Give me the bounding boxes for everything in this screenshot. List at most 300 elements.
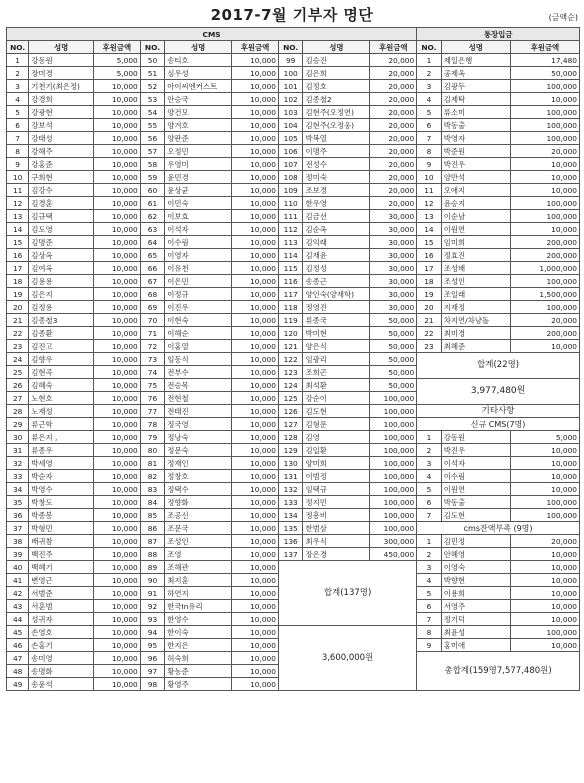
cms-col2-no: 80 <box>140 444 165 457</box>
shortage-amount: 10,000 <box>510 587 579 600</box>
cms-col2-amount: 10,000 <box>232 197 279 210</box>
bank-amount: 100,000 <box>510 80 579 93</box>
bank-amount: 50,000 <box>510 67 579 80</box>
cms-col1-amount: 10,000 <box>93 470 140 483</box>
cms-col2-no: 96 <box>140 652 165 665</box>
cms-col2-name: 양판준 <box>165 132 232 145</box>
cms-col2-amount: 10,000 <box>232 379 279 392</box>
bank-no: 18 <box>417 275 442 288</box>
cms-col1-no: 47 <box>7 652 29 665</box>
cms-col1-amount: 10,000 <box>93 262 140 275</box>
cms-col3-no: 114 <box>278 249 303 262</box>
col-no: NO. <box>140 41 165 54</box>
new-cms-name: 이석자 <box>441 457 510 470</box>
col-name: 성명 <box>441 41 510 54</box>
table-row <box>7 548 580 561</box>
bank-amount: 10,000 <box>510 171 579 184</box>
shortage-amount: 10,000 <box>510 574 579 587</box>
new-cms-no: 1 <box>417 431 442 444</box>
cms-col1-amount: 10,000 <box>93 587 140 600</box>
cms-col1-amount: 10,000 <box>93 288 140 301</box>
cms-col3-name: 김재윤 <box>303 249 370 262</box>
cms-col1-name: 김종환 <box>29 327 94 340</box>
cms-col2-name: 임동식 <box>165 353 232 366</box>
bank-no: 21 <box>417 314 442 327</box>
cms-col1-no: 2 <box>7 67 29 80</box>
bank-amount: 10,000 <box>510 93 579 106</box>
table-row <box>7 340 580 353</box>
cms-col1-amount: 10,000 <box>93 678 140 691</box>
cms-col2-no: 55 <box>140 119 165 132</box>
cms-col1-no: 32 <box>7 457 29 470</box>
new-cms-no: 4 <box>417 470 442 483</box>
cms-col3-amount: 50,000 <box>370 366 417 379</box>
cms-col2-no: 84 <box>140 496 165 509</box>
cms-col3-amount: 100,000 <box>370 496 417 509</box>
cms-col2-amount: 10,000 <box>232 119 279 132</box>
cms-col1-no: 40 <box>7 561 29 574</box>
table-row <box>7 470 580 483</box>
cms-col1-amount: 10,000 <box>93 314 140 327</box>
cms-col1-amount: 10,000 <box>93 145 140 158</box>
cms-col1-name: 배귀참 <box>29 535 94 548</box>
cms-col1-amount: 10,000 <box>93 353 140 366</box>
cms-col1-no: 12 <box>7 197 29 210</box>
cms-col1-no: 28 <box>7 405 29 418</box>
table-row <box>7 288 580 301</box>
cms-col3-amount: 20,000 <box>370 119 417 132</box>
shortage-name: 서영주 <box>441 600 510 613</box>
cms-col1-name: 강광현 <box>29 106 94 119</box>
cms-col2-name: 이석자 <box>165 223 232 236</box>
cms-col3-no: 125 <box>278 392 303 405</box>
cms-col1-no: 21 <box>7 314 29 327</box>
cms-col2-name: 최지훈 <box>165 574 232 587</box>
cms-col2-name: 심우성 <box>165 67 232 80</box>
cms-col3-name: 김영 <box>303 431 370 444</box>
cms-col2-name: 조성인 <box>165 535 232 548</box>
cms-col1-no: 24 <box>7 353 29 366</box>
new-cms-name: 김도현 <box>441 509 510 522</box>
cms-col2-name: 윤상균 <box>165 184 232 197</box>
cms-col2-name: 정국영 <box>165 418 232 431</box>
table-row <box>7 93 580 106</box>
bank-amount: 100,000 <box>510 132 579 145</box>
cms-col2-no: 59 <box>140 171 165 184</box>
new-cms-amount: 5,000 <box>510 431 579 444</box>
new-cms-no: 7 <box>417 509 442 522</box>
cms-col2-name: 이은민 <box>165 275 232 288</box>
misc-label: 기타사항 <box>417 405 580 418</box>
cms-col2-name: 정문숙 <box>165 444 232 457</box>
cms-col2-no: 90 <box>140 574 165 587</box>
cms-col2-name: 오정민 <box>165 145 232 158</box>
new-cms-amount: 10,000 <box>510 444 579 457</box>
cms-col1-name: 강해주 <box>29 145 94 158</box>
cms-col1-name: 송미영 <box>29 652 94 665</box>
cms-col2-no: 91 <box>140 587 165 600</box>
bank-amount: 100,000 <box>510 197 579 210</box>
cms-col1-no: 16 <box>7 249 29 262</box>
cms-col2-name: 이홍열 <box>165 340 232 353</box>
cms-col2-name: 조영 <box>165 548 232 561</box>
table-row <box>7 67 580 80</box>
bank-no: 22 <box>417 327 442 340</box>
cms-col2-no: 58 <box>140 158 165 171</box>
cms-col1-name: 김경훈 <box>29 197 94 210</box>
cms-col1-name: 서훈범 <box>29 600 94 613</box>
new-cms-amount: 100,000 <box>510 509 579 522</box>
bank-name: 지재정 <box>441 301 510 314</box>
new-cms-amount: 10,000 <box>510 470 579 483</box>
cms-col3-no: 133 <box>278 496 303 509</box>
cms-col3-amount: 100,000 <box>370 509 417 522</box>
table-row <box>7 353 580 366</box>
shortage-no: 4 <box>417 574 442 587</box>
cms-col2-no: 65 <box>140 249 165 262</box>
cms-col3-name: 김정성 <box>303 262 370 275</box>
table-row <box>7 457 580 470</box>
cms-col3-amount: 100,000 <box>370 405 417 418</box>
cms-col2-name: 이영자 <box>165 249 232 262</box>
bank-no: 12 <box>417 197 442 210</box>
cms-col2-name: 조공신 <box>165 509 232 522</box>
cms-col2-no: 66 <box>140 262 165 275</box>
cms-col2-name: 조해관 <box>165 561 232 574</box>
cms-col1-no: 15 <box>7 236 29 249</box>
cms-col2-name: 전승목 <box>165 379 232 392</box>
shortage-amount: 10,000 <box>510 600 579 613</box>
cms-col1-amount: 10,000 <box>93 444 140 457</box>
cms-col1-name: 박순자 <box>29 470 94 483</box>
cms-col2-no: 56 <box>140 132 165 145</box>
cms-col2-amount: 10,000 <box>232 340 279 353</box>
cms-col2-amount: 10,000 <box>232 626 279 639</box>
cms-col3-amount: 100,000 <box>370 444 417 457</box>
cms-col2-amount: 10,000 <box>232 418 279 431</box>
cms-col3-no: 112 <box>278 223 303 236</box>
bank-no: 11 <box>417 184 442 197</box>
new-cms-no: 6 <box>417 496 442 509</box>
cms-col1-name: 김용용 <box>29 275 94 288</box>
cms-col2-no: 87 <box>140 535 165 548</box>
shortage-no: 8 <box>417 626 442 639</box>
cms-col3-no: 113 <box>278 236 303 249</box>
cms-col2-no: 51 <box>140 67 165 80</box>
bank-no: 19 <box>417 288 442 301</box>
cms-col1-amount: 10,000 <box>93 275 140 288</box>
cms-col3-no: 102 <box>278 93 303 106</box>
bank-name: 박영자 <box>441 132 510 145</box>
bank-amount: 100,000 <box>510 275 579 288</box>
cms-col2-name: 정낭숙 <box>165 431 232 444</box>
table-row <box>7 626 580 639</box>
cms-col2-no: 78 <box>140 418 165 431</box>
cms-col1-no: 43 <box>7 600 29 613</box>
cms-col1-name: 백진주 <box>29 548 94 561</box>
cms-col3-amount: 20,000 <box>370 67 417 80</box>
cms-col2-amount: 10,000 <box>232 327 279 340</box>
cms-col1-name: 장미경 <box>29 67 94 80</box>
bank-name: 차지연/차냥돌 <box>441 314 510 327</box>
cms-col2-name: 하연지 <box>165 587 232 600</box>
cms-col3-amount: 30,000 <box>370 249 417 262</box>
bank-name: 김광두 <box>441 80 510 93</box>
cms-col2-name: 이유천 <box>165 262 232 275</box>
bank-name: 박동출 <box>441 119 510 132</box>
cms-col1-amount: 5,000 <box>93 67 140 80</box>
table-row <box>7 405 580 418</box>
cms-col3-name: 송종근 <box>303 275 370 288</box>
cms-col3-no: 130 <box>278 457 303 470</box>
cms-col2-no: 88 <box>140 548 165 561</box>
cms-col1-amount: 10,000 <box>93 548 140 561</box>
shortage-name: 정기덕 <box>441 613 510 626</box>
cms-col1-amount: 10,000 <box>93 171 140 184</box>
cms-col1-no: 27 <box>7 392 29 405</box>
table-row <box>7 171 580 184</box>
cms-col2-amount: 10,000 <box>232 483 279 496</box>
cms-col1-amount: 10,000 <box>93 340 140 353</box>
cms-col1-amount: 10,000 <box>93 210 140 223</box>
cms-col1-no: 38 <box>7 535 29 548</box>
cms-col2-no: 92 <box>140 600 165 613</box>
cms-col1-name: 백혜기 <box>29 561 94 574</box>
bank-no: 6 <box>417 119 442 132</box>
new-cms-no: 3 <box>417 457 442 470</box>
cms-col1-no: 3 <box>7 80 29 93</box>
cms-col2-no: 75 <box>140 379 165 392</box>
bank-amount: 200,000 <box>510 236 579 249</box>
col-no: NO. <box>417 41 442 54</box>
sort-note: (금액순) <box>548 13 578 22</box>
cms-col1-name: 박영수 <box>29 483 94 496</box>
table-row <box>7 509 580 522</box>
cms-col2-name: 정재인 <box>165 457 232 470</box>
cms-col2-name: 조문국 <box>165 522 232 535</box>
cms-col2-amount: 10,000 <box>232 184 279 197</box>
table-row <box>7 444 580 457</box>
cms-col2-no: 64 <box>140 236 165 249</box>
bank-name: 최혜준 <box>441 340 510 353</box>
cms-col1-no: 39 <box>7 548 29 561</box>
cms-col2-no: 63 <box>140 223 165 236</box>
table-row <box>7 379 580 392</box>
new-cms-name: 강동원 <box>441 431 510 444</box>
cms-col2-amount: 10,000 <box>232 600 279 613</box>
cms-col1-name: 박세영 <box>29 457 94 470</box>
table-row <box>7 483 580 496</box>
cms-col1-no: 11 <box>7 184 29 197</box>
bank-no: 8 <box>417 145 442 158</box>
bank-amount: 200,000 <box>510 327 579 340</box>
cms-col3-name: 김금선 <box>303 210 370 223</box>
bank-no: 5 <box>417 106 442 119</box>
cms-col2-amount: 10,000 <box>232 158 279 171</box>
cms-col3-name: 조희곤 <box>303 366 370 379</box>
cms-col3-name: 장은경 <box>303 548 370 561</box>
table-row <box>7 184 580 197</box>
cms-col2-amount: 10,000 <box>232 444 279 457</box>
cms-col3-name: 김현주(오정연) <box>303 106 370 119</box>
cms-col1-name: 박형민 <box>29 522 94 535</box>
cms-col3-amount: 20,000 <box>370 132 417 145</box>
new-cms-name: 이수림 <box>441 470 510 483</box>
table-row <box>7 418 580 431</box>
table-row <box>7 210 580 223</box>
cms-col2-no: 61 <box>140 197 165 210</box>
cms-col1-name: 서범준 <box>29 587 94 600</box>
cms-col2-name: 윤민경 <box>165 171 232 184</box>
cms-col2-amount: 10,000 <box>232 509 279 522</box>
cms-col1-name: 강경희 <box>29 93 94 106</box>
cms-col1-name: 김도영 <box>29 223 94 236</box>
cms-col3-amount: 100,000 <box>370 522 417 535</box>
cms-col1-no: 35 <box>7 496 29 509</box>
cms-col1-name: 강동원 <box>29 54 94 67</box>
bank-name: 박준원 <box>441 145 510 158</box>
bank-no: 2 <box>417 67 442 80</box>
cms-col2-amount: 10,000 <box>232 223 279 236</box>
cms-col2-amount: 10,000 <box>232 587 279 600</box>
cms-col2-name: 한이숙 <box>165 626 232 639</box>
bank-amount: 100,000 <box>510 106 579 119</box>
cms-col2-name: 한지은 <box>165 639 232 652</box>
bank-no: 1 <box>417 54 442 67</box>
shortage-name: 최윤성 <box>441 626 510 639</box>
table-row <box>7 132 580 145</box>
cms-col1-name: 김향우 <box>29 353 94 366</box>
cms-col3-name: 류종국 <box>303 314 370 327</box>
table-row <box>7 522 580 535</box>
cms-col2-no: 72 <box>140 340 165 353</box>
cms-col1-no: 41 <box>7 574 29 587</box>
new-cms-name: 박진우 <box>441 444 510 457</box>
cms-col1-amount: 10,000 <box>93 496 140 509</box>
shortage-no: 5 <box>417 587 442 600</box>
cms-col3-amount: 100,000 <box>370 431 417 444</box>
cms-col2-name: 전부수 <box>165 366 232 379</box>
cms-col2-no: 97 <box>140 665 165 678</box>
cms-col1-no: 46 <box>7 639 29 652</box>
cms-col2-name: 아이씨엔커스트 <box>165 80 232 93</box>
cms-col1-amount: 10,000 <box>93 379 140 392</box>
cms-col3-name: 한우영 <box>303 197 370 210</box>
cms-col1-name: 송윤석 <box>29 678 94 691</box>
cms-col3-no: 131 <box>278 470 303 483</box>
shortage-name: 이영숙 <box>441 561 510 574</box>
cms-col3-no: 123 <box>278 366 303 379</box>
bank-name: 조성인 <box>441 275 510 288</box>
cms-col1-no: 30 <box>7 431 29 444</box>
cms-col1-amount: 10,000 <box>93 223 140 236</box>
cms-col2-no: 98 <box>140 678 165 691</box>
cms-col3-name: 양미희 <box>303 457 370 470</box>
cms-col2-no: 74 <box>140 366 165 379</box>
cms-col2-no: 71 <box>140 327 165 340</box>
cms-col1-name: 김여옥 <box>29 262 94 275</box>
cms-col2-no: 53 <box>140 93 165 106</box>
shortage-label: cms잔액부족 (9명) <box>417 522 580 535</box>
cms-col2-no: 83 <box>140 483 165 496</box>
new-cms-amount: 100,000 <box>510 496 579 509</box>
cms-total-label: 합계(137명) <box>278 561 416 626</box>
cms-col2-no: 76 <box>140 392 165 405</box>
bank-amount: 10,000 <box>510 340 579 353</box>
bank-no: 17 <box>417 262 442 275</box>
cms-col3-no: 120 <box>278 327 303 340</box>
cms-col3-amount: 20,000 <box>370 171 417 184</box>
cms-col1-no: 42 <box>7 587 29 600</box>
cms-col3-no: 108 <box>278 171 303 184</box>
cms-col3-amount: 50,000 <box>370 314 417 327</box>
new-cms-name: 이원연 <box>441 483 510 496</box>
cms-col2-amount: 10,000 <box>232 470 279 483</box>
bank-amount: 1,000,000 <box>510 262 579 275</box>
cms-col3-no: 134 <box>278 509 303 522</box>
table-row <box>7 431 580 444</box>
cms-col3-name: 김종철2 <box>303 93 370 106</box>
cms-col1-no: 23 <box>7 340 29 353</box>
table-row <box>7 314 580 327</box>
cms-col1-no: 33 <box>7 470 29 483</box>
cms-col3-amount: 30,000 <box>370 288 417 301</box>
bank-no: 3 <box>417 80 442 93</box>
col-amount: 후원금액 <box>370 41 417 54</box>
cms-col2-name: 한영수 <box>165 613 232 626</box>
table-row <box>7 80 580 93</box>
cms-group-header: CMS <box>7 28 417 41</box>
cms-col3-amount: 30,000 <box>370 223 417 236</box>
cms-col1-amount: 10,000 <box>93 301 140 314</box>
cms-col2-amount: 10,000 <box>232 301 279 314</box>
cms-col2-no: 95 <box>140 639 165 652</box>
cms-col3-no: 137 <box>278 548 303 561</box>
cms-col1-no: 14 <box>7 223 29 236</box>
bank-no: 7 <box>417 132 442 145</box>
cms-col3-no: 121 <box>278 340 303 353</box>
cms-col1-no: 18 <box>7 275 29 288</box>
cms-col1-no: 7 <box>7 132 29 145</box>
cms-col2-name: 양겨호 <box>165 119 232 132</box>
cms-col1-no: 9 <box>7 158 29 171</box>
cms-col1-name: 김명준 <box>29 236 94 249</box>
cms-col1-no: 6 <box>7 119 29 132</box>
cms-col1-name: 김진고 <box>29 340 94 353</box>
cms-col2-amount: 10,000 <box>232 613 279 626</box>
cms-col1-name: 노현호 <box>29 392 94 405</box>
cms-col2-amount: 10,000 <box>232 54 279 67</box>
new-cms-amount: 10,000 <box>510 483 579 496</box>
cms-col3-amount: 50,000 <box>370 353 417 366</box>
cms-col3-amount: 20,000 <box>370 93 417 106</box>
cms-col3-name: 김은희 <box>303 67 370 80</box>
cms-col3-no: 126 <box>278 405 303 418</box>
cms-col2-no: 62 <box>140 210 165 223</box>
col-amount: 후원금액 <box>93 41 140 54</box>
cms-col2-amount: 10,000 <box>232 171 279 184</box>
cms-col1-no: 19 <box>7 288 29 301</box>
cms-col1-no: 45 <box>7 626 29 639</box>
cms-col2-amount: 10,000 <box>232 353 279 366</box>
cms-col3-amount: 50,000 <box>370 340 417 353</box>
cms-col1-no: 49 <box>7 678 29 691</box>
bank-amount: 100,000 <box>510 119 579 132</box>
cms-col1-amount: 10,000 <box>93 457 140 470</box>
cms-col2-name: 한국In유리 <box>165 600 232 613</box>
cms-col1-amount: 10,000 <box>93 366 140 379</box>
col-name: 성명 <box>165 41 232 54</box>
